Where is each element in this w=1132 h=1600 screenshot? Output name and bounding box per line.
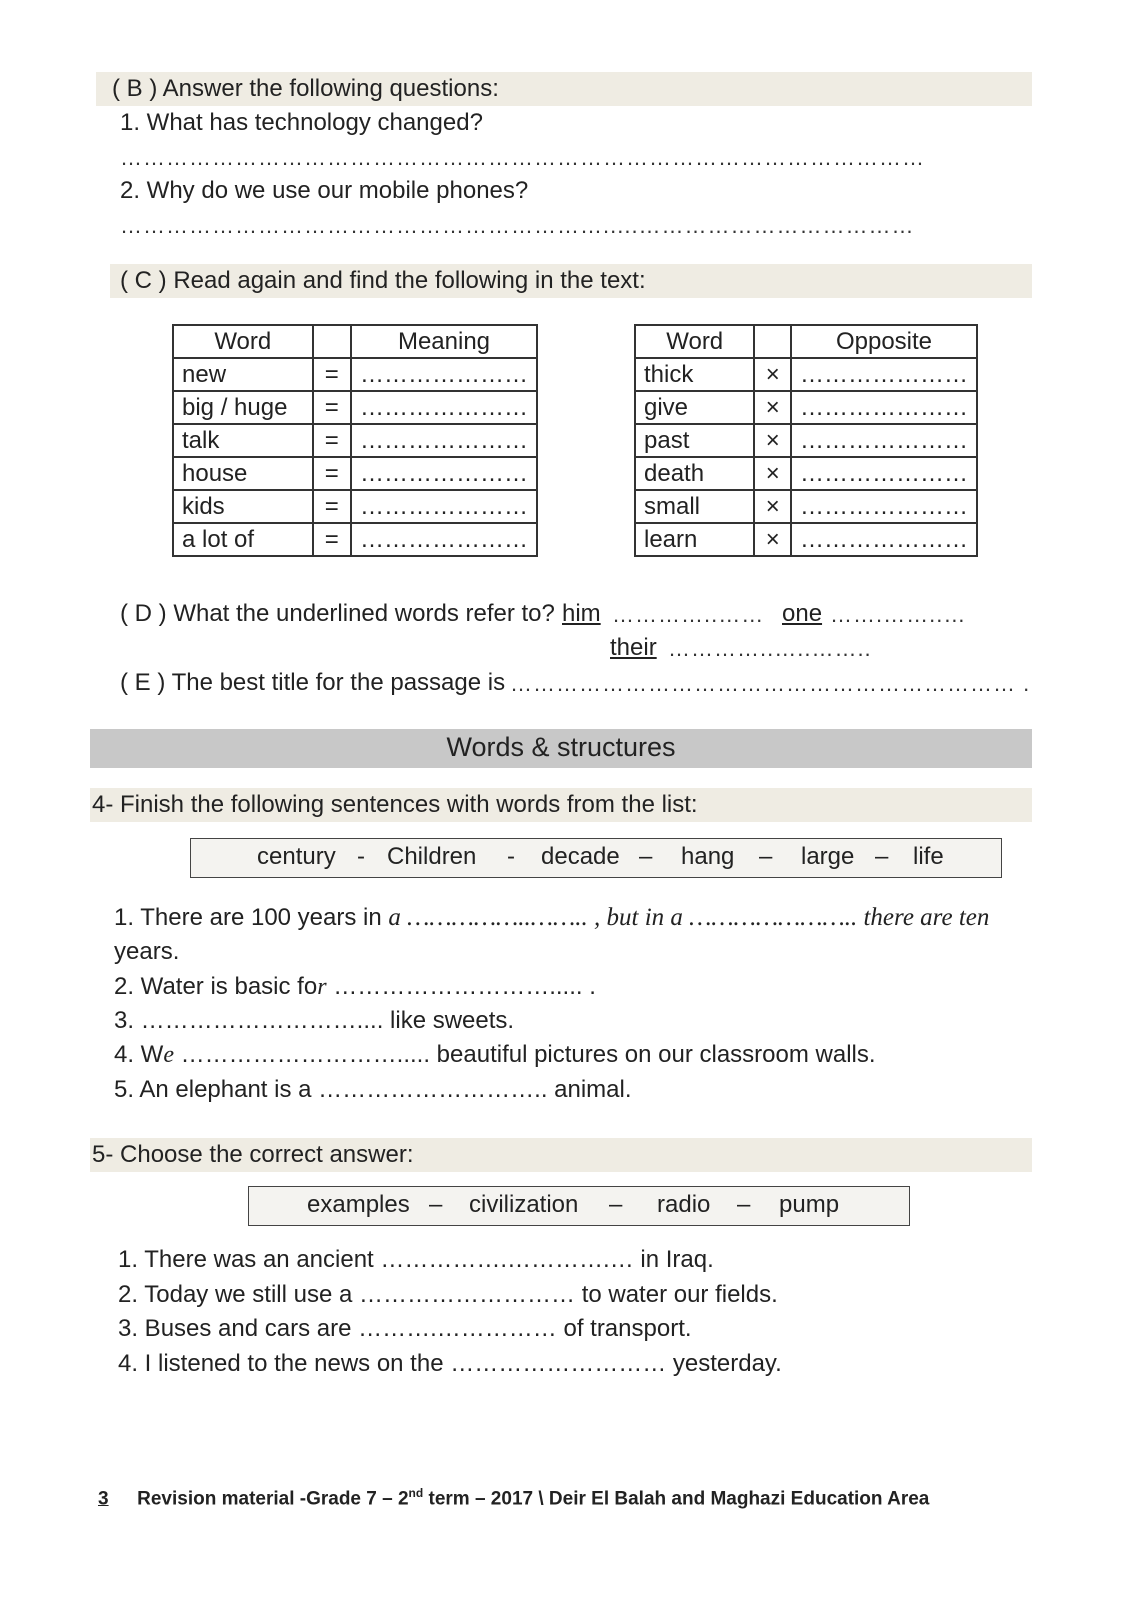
table-row — [173, 457, 537, 490]
q4-s2-letter: r — [317, 974, 327, 1000]
opposite-blank[interactable]: ………………… — [791, 490, 977, 523]
q4-word-children: Children — [387, 843, 477, 870]
equals-sign: = — [313, 457, 351, 490]
meaning-blank[interactable]: ………………… — [351, 523, 537, 556]
q4-sentence-3[interactable]: 3. ……………………….... like sweets. — [114, 1007, 515, 1034]
q5-sentence-2[interactable]: 2. Today we still use a ……………………… to water our fields. — [118, 1281, 778, 1308]
equals-sign: = — [313, 424, 351, 457]
meaning-blank[interactable]: ………………… — [351, 490, 537, 523]
table-row — [635, 523, 977, 556]
equals-sign: = — [313, 523, 351, 556]
q5-separator: – — [737, 1191, 751, 1218]
footer-superscript: nd — [408, 1486, 424, 1500]
q5-separator: – — [429, 1191, 443, 1218]
equals-sign: = — [313, 358, 351, 391]
word-cell: small — [635, 490, 754, 523]
equals-sign: = — [313, 490, 351, 523]
opposite-blank[interactable]: ………………… — [791, 424, 977, 457]
opposite-table — [634, 324, 978, 557]
word-cell: new — [173, 358, 313, 391]
q4-separator: – — [875, 843, 889, 870]
q4-sentence-1-end: years. — [114, 938, 180, 965]
table-row — [173, 391, 537, 424]
equals-sign: = — [313, 391, 351, 424]
q5-word-examples: examples — [307, 1191, 410, 1218]
word-cell: death — [635, 457, 754, 490]
q5-word-pump: pump — [779, 1191, 840, 1218]
q4-word-life: life — [913, 843, 944, 870]
word-cell: house — [173, 457, 313, 490]
header-word: Word — [635, 325, 754, 358]
meaning-blank[interactable]: ………………… — [351, 424, 537, 457]
opposite-blank[interactable]: ………………… — [791, 523, 977, 556]
q4-word-century: century — [257, 843, 336, 870]
table-row — [635, 391, 977, 424]
table-row — [635, 490, 977, 523]
table-row — [173, 358, 537, 391]
table-row — [173, 424, 537, 457]
q4-word-list-box — [190, 838, 1002, 878]
q4-s4-letter: e — [163, 1042, 174, 1068]
answer-line-b1[interactable]: …………………………………………………………………………………………… — [120, 145, 925, 170]
q4-s1-start: 1. There are 100 years in — [114, 904, 382, 931]
q4-s4-start: 4. W — [114, 1041, 164, 1068]
underlined-one: one — [782, 600, 823, 627]
blank-their[interactable]: …………..…..…….. — [668, 636, 872, 661]
section-e-text: ( E ) The best title for the passage is — [120, 669, 506, 696]
q5-sentence-1[interactable]: 1. There was an ancient …………….………….… in Iraq. — [118, 1246, 714, 1273]
q4-s2-blank[interactable]: ………………………..... . — [326, 973, 596, 1000]
table-row — [635, 424, 977, 457]
footer — [98, 1486, 929, 1510]
words-structures-title: Words & structures — [446, 732, 676, 762]
q4-sentence-4 — [114, 1040, 876, 1070]
q4-separator: - — [507, 843, 515, 870]
word-cell: learn — [635, 523, 754, 556]
q4-separator: - — [357, 843, 365, 870]
word-cell: past — [635, 424, 754, 457]
word-cell: thick — [635, 358, 754, 391]
q5-heading: 5- Choose the correct answer: — [92, 1141, 414, 1168]
q4-sentence-2 — [114, 972, 596, 1002]
q5-sentence-4[interactable]: 4. I listened to the news on the ……………………… yesterday. — [118, 1350, 782, 1377]
q5-word-list-box — [248, 1186, 910, 1226]
opposite-table-header — [635, 325, 977, 358]
meaning-table — [172, 324, 538, 557]
times-sign: × — [754, 457, 791, 490]
page-number: 3 — [98, 1488, 109, 1510]
word-cell: kids — [173, 490, 313, 523]
footer-text-start: Revision material -Grade 7 – 2 — [137, 1488, 409, 1510]
q5-separator: – — [609, 1191, 623, 1218]
meaning-table-header — [173, 325, 537, 358]
underlined-their: their — [610, 634, 657, 661]
q4-s1-blanks[interactable]: a ……………..…….. , but in a ………………….. there are ten — [388, 904, 990, 931]
q4-word-hang: hang — [681, 843, 735, 870]
word-cell: talk — [173, 424, 313, 457]
table-row — [635, 457, 977, 490]
header-opposite: Opposite — [791, 325, 977, 358]
opposite-blank[interactable]: ………………… — [791, 358, 977, 391]
meaning-blank[interactable]: ………………… — [351, 457, 537, 490]
header-word: Word — [173, 325, 313, 358]
q4-separator: – — [759, 843, 773, 870]
header-sign — [754, 325, 791, 358]
table-row — [173, 490, 537, 523]
section-b-heading: ( B ) Answer the following questions: — [112, 75, 499, 102]
table-row — [635, 358, 977, 391]
q5-word-civilization: civilization — [469, 1191, 579, 1218]
opposite-blank[interactable]: ………………… — [791, 391, 977, 424]
meaning-blank[interactable]: ………………… — [351, 358, 537, 391]
q5-word-radio: radio — [657, 1191, 711, 1218]
q4-heading: 4- Finish the following sentences with words from the list: — [92, 791, 698, 818]
section-d-text: ( D ) What the underlined words refer to? — [120, 600, 555, 627]
times-sign: × — [754, 424, 791, 457]
header-sign — [313, 325, 351, 358]
opposite-blank[interactable]: ………………… — [791, 457, 977, 490]
blank-one[interactable]: …….……..… — [830, 602, 967, 627]
question-b1: 1. What has technology changed? — [120, 109, 483, 136]
header-meaning: Meaning — [351, 325, 537, 358]
q4-sentence-5[interactable]: 5. An elephant is a ……………………….. animal. — [114, 1076, 632, 1103]
footer-text-end: term – 2017 \ Deir El Balah and Maghazi Education Area — [423, 1488, 930, 1510]
underlined-him: him — [562, 600, 601, 627]
meaning-blank[interactable]: ………………… — [351, 391, 537, 424]
blank-him[interactable]: …………..…… — [612, 602, 765, 627]
question-b2: 2. Why do we use our mobile phones? — [120, 177, 529, 204]
times-sign: × — [754, 523, 791, 556]
q4-word-large: large — [801, 843, 855, 870]
blank-title[interactable]: ………………………………………………………… . — [510, 671, 1031, 696]
word-cell: a lot of — [173, 523, 313, 556]
times-sign: × — [754, 358, 791, 391]
times-sign: × — [754, 490, 791, 523]
q4-sentence-1 — [114, 903, 989, 933]
table-row — [173, 523, 537, 556]
q4-separator: – — [639, 843, 653, 870]
section-c-heading: ( C ) Read again and find the following in the text: — [120, 267, 646, 294]
q4-s4-rest[interactable]: ………………………..... beautiful pictures on our classroom walls. — [174, 1041, 876, 1068]
q4-s2-start: 2. Water is basic fo — [114, 973, 318, 1000]
q4-word-decade: decade — [541, 843, 620, 870]
times-sign: × — [754, 391, 791, 424]
word-cell: give — [635, 391, 754, 424]
answer-line-b2[interactable]: ……………………………………………………….....……………………………… — [120, 213, 915, 238]
word-cell: big / huge — [173, 391, 313, 424]
q5-sentence-3[interactable]: 3. Buses and cars are ……….…………… of transport. — [118, 1315, 692, 1342]
